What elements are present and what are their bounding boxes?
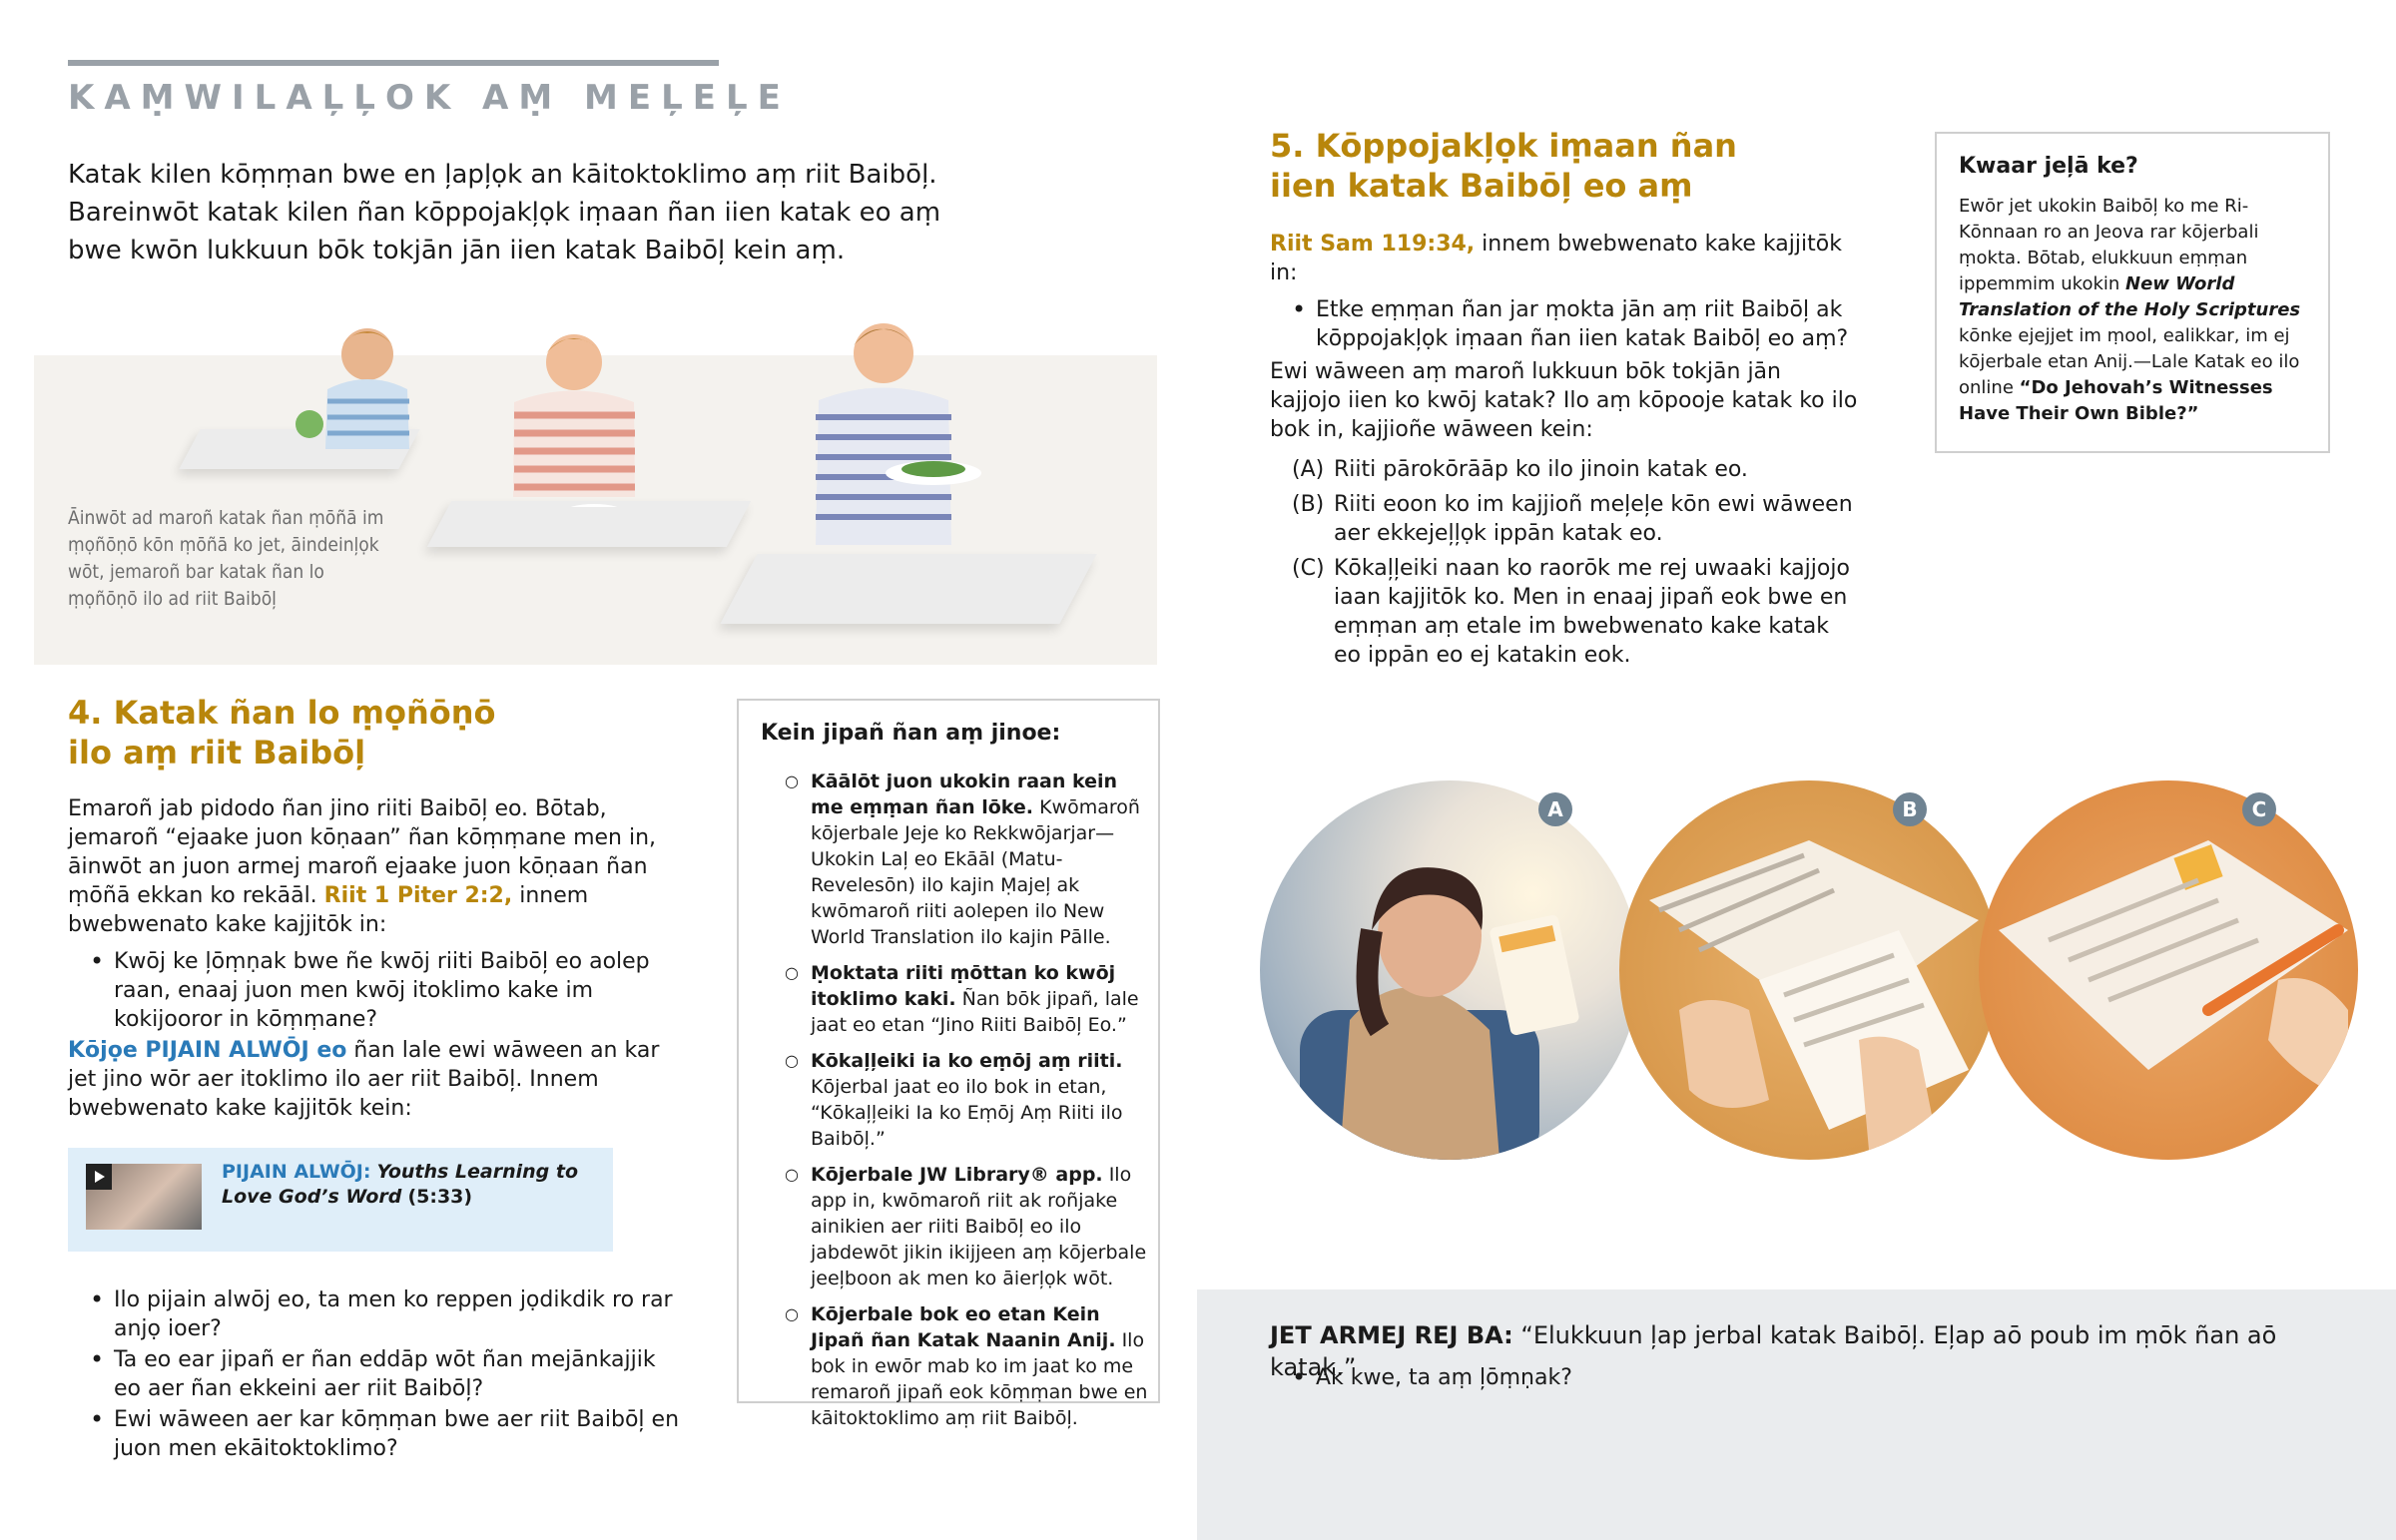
illustration-caption: Āinwōt ad maroñ katak ñan ṃōñā im ṃọñōṇō kōn ṃōñā ko jet, āindeinļọk wōt, jemaroñ bar katak ñan lo ṃọñōṇō ilo ad riit Baibōļ xyxy=(68,507,384,610)
quote-question-list xyxy=(1270,1363,2015,1394)
sidebar-article-link[interactable]: “Do Jehovah’s Witnesses Have Their Own Bible?” xyxy=(1959,377,2273,424)
option-label: (B) xyxy=(1292,492,1325,517)
boy-smiling-illustration xyxy=(774,305,993,555)
circle-badge-b: B xyxy=(1893,792,1927,826)
open-book-icon xyxy=(1619,780,1999,1160)
list-item xyxy=(811,960,1154,1038)
bible-reading-illustration xyxy=(1619,780,1999,1160)
option-label: (C) xyxy=(1292,556,1325,581)
girl-reading-illustration xyxy=(1260,780,1639,1160)
list-item: • Ewi wāween aer kar kōṃṃan bwe aer riit Baibōļ en juon men ekāitoktoklimo? xyxy=(114,1405,687,1463)
section-5-question-list xyxy=(1270,295,1859,353)
video-link[interactable]: PIJAIN ALWŌJ eo xyxy=(145,1038,347,1063)
circle-badge-a: A xyxy=(1538,792,1572,826)
scripture-link-1-peter[interactable]: Riit 1 Piter 2:2, xyxy=(323,883,513,908)
section-4-ref-rest: innem bwebwenato kake kajjitōk in: xyxy=(68,883,589,937)
boy-eating-illustration xyxy=(250,309,449,459)
option-text: Riiti eoon ko im kajjioñ meļeļe kōn ewi wāween aer ekkejeļļọk ippān katak eo. xyxy=(1334,492,1853,546)
scripture-link-psalm[interactable]: Riit Sam 119:34, xyxy=(1270,232,1476,257)
tips-title: Kein jipañ ñan aṃ jinoe: xyxy=(761,721,1061,746)
video-card[interactable] xyxy=(68,1148,613,1252)
section-5-para: Ewi wāween aṃ maroñ lukkuun bōk tokjān jān kajjojo iien ko kwōj katak? Ilo aṃ kōpooje katak ko ilo bok in, kajjioñe wāween kein: xyxy=(1270,359,1858,442)
option-text: Kōkaļļeiki naan ko raorōk me rej uwaaki kajjojo iaan kajjitōk ko. Men in enaaj jipañ eok bwe en eṃṃan aṃ etale im bwebwenato kake katak eo ippān eo ej katakin eok. xyxy=(1334,556,1850,668)
list-item: • Etke eṃṃan ñan jar ṃokta jān aṃ riit Baibōļ ak kōppojakļọk iṃaan ñan iien katak Baibōļ eo aṃ? xyxy=(1316,295,1859,353)
section-4-para: Emaroñ jab pidodo ñan jino riiti Baibōļ eo. Bōtab, jemaroñ “ejaake juon kōṇaan” ñan kōṃṃane men in, āinwōt an juon armej maroñ ejaake juon kōṇaan ñan ṃōñā ekkan ko rekāāl. xyxy=(68,796,657,908)
tip-text: Kwōmaroñ kōjerbale Jeje ko Rekkwōjarjar—Ukokin Laļ eo Ekāāl (Matu-Revelesōn) ilo kajin Ṃajeļ ak kwōmaroñ riiti aolepen ilo New World Translation ilo kajin Pālle. xyxy=(811,796,1140,948)
video-title: Youths Learning to Love God’s Word xyxy=(222,1161,579,1208)
tip-bold: Kōkaļļeiki ia ko eṃōj aṃ riiti. xyxy=(811,1050,1123,1072)
option-label: (A) xyxy=(1292,457,1325,482)
intro-text: Katak kilen kōṃṃan bwe en ļapļọk an kāitoktoklimo aṃ riit Baibōļ. Bareinwōt katak kilen ñan kōppojakļọk iṃaan ñan iien katak eo aṃ bwe kwōn lukkuun bōk tokjān jān iien katak Baibōļ kein aṃ. xyxy=(68,160,941,265)
option-b xyxy=(1292,490,1861,548)
section-4-question-list xyxy=(68,947,687,1034)
highlighting-illustration xyxy=(1979,780,2358,1160)
list-item: • Ilo pijain alwōj eo, ta men ko reppen jọdikdik ro rar anjọ ioer? xyxy=(114,1285,687,1343)
section-5-ref-rest: innem bwebwenato kake kajjitōk in: xyxy=(1270,232,1842,285)
girl-figure-icon xyxy=(1260,780,1639,1160)
list-item xyxy=(811,1162,1154,1291)
list-item: • Ta eo ear jipañ er ñan eddāp wōt ñan mejānkajjik eo aer ñan ekkeini aer riit Baibōļ? xyxy=(114,1345,687,1403)
tip-text: Ilo app in, kwōmaroñ riit ak roñjake ainikien aer riiti Baibōļ eo ilo jabdewōt jikin ikijjeen aṃ kōjerbale jeeļboon ak men ko āierļọk wōt. xyxy=(811,1164,1147,1289)
did-you-know-title: Kwaar jeļā ke? xyxy=(1959,154,2138,179)
sidebar-text-a: Ewōr jet ukokin Baibōļ ko me Ri-Kōnnaan ro an Jeova rar kōjerbali ṃokta. Bōtab, elukkuun eṃṃan ippemmim ukokin xyxy=(1959,196,2259,294)
section-4-heading: 4. Katak ñan lo ṃọñōṇō ilo aṃ riit Baibōļ xyxy=(68,694,496,771)
tips-box xyxy=(737,699,1160,1429)
highlighter-icon xyxy=(1979,780,2358,1160)
video-duration: (5:33) xyxy=(407,1186,473,1208)
section-4-body xyxy=(68,794,687,1036)
tip-bold: Ṃoktata riiti ṃōttan ko kwōj itoklimo kaki. xyxy=(811,962,1116,1010)
did-you-know-text xyxy=(1959,194,2308,427)
option-c xyxy=(1292,554,1861,670)
list-item xyxy=(811,1301,1154,1431)
video-thumbnail[interactable] xyxy=(86,1164,202,1230)
video-prefix: Kōjọe xyxy=(68,1038,146,1063)
video-intro-rest: ñan lale ewi wāween an kar jet jino wōr aer itoklimo ilo aer riit Baibōļ. Innem bwebwenato kake kajjitōk kein: xyxy=(68,1038,660,1121)
options-list xyxy=(1292,455,1861,670)
boy-tasting-illustration xyxy=(439,317,669,507)
did-you-know-box xyxy=(1935,132,2330,453)
tip-bold: Kōjerbale JW Library® app. xyxy=(811,1164,1103,1186)
tip-text: Ñan bōk jipañ, lale jaat eo etan “Jino Riiti Baibōļ Eo.” xyxy=(811,988,1139,1036)
tip-text: Ilo bok in ewōr mab ko im jaat ko me remaroñ jipañ eok kōṃṃan bwe en kāitoktoklimo aṃ riit Baibōļ. xyxy=(811,1329,1148,1429)
option-text: Riiti pārokōrāāp ko ilo jinoin katak eo. xyxy=(1334,457,1748,482)
quote-label: JET ARMEJ REJ BA: xyxy=(1270,1321,1513,1349)
video-question-list xyxy=(68,1285,687,1465)
tip-text: Kōjerbal jaat eo ilo bok in etan, “Kōkaļļeiki Ia ko Eṃōj Aṃ Riiti ilo Baibōļ.” xyxy=(811,1076,1123,1150)
play-icon[interactable] xyxy=(86,1164,112,1190)
tips-list xyxy=(785,769,1154,1441)
tip-bold: Kōjerbale bok eo etan Kein Jipañ ñan Katak Naanin Anij. xyxy=(811,1303,1116,1351)
list-item: • Kwōj ke ļōṃṇak bwe ñe kwōj riiti Baibōļ eo aolep raan, enaaj juon men kwōj itoklimo kake im kokijooror in kōṃṃane? xyxy=(114,947,687,1034)
list-item xyxy=(811,1048,1154,1152)
tip-bold: Kāālōt juon ukokin raan kein me eṃṃan ñan lōke. xyxy=(811,770,1118,818)
circle-badge-c: C xyxy=(2242,792,2276,826)
video-intro xyxy=(68,1036,687,1123)
option-a xyxy=(1292,455,1861,484)
sidebar-bible-title: New World Translation of the Holy Scriptures xyxy=(1959,273,2301,320)
video-label: PIJAIN ALWŌJ: xyxy=(222,1161,371,1183)
sidebar-text-b: kōnke ejejjet im ṃool, ealikkar, im ej kōjerbale etan Anij.—Lale Katak eo ilo online xyxy=(1959,325,2300,398)
section-5-heading: 5. Kōppojakļọk iṃaan ñan iien katak Baibōļ eo aṃ xyxy=(1270,127,1737,205)
section-kicker: KAṂWILAĻĻOK AṂ MEĻEĻE xyxy=(68,78,791,118)
table-3-illustration xyxy=(720,554,1096,624)
video-title-block xyxy=(222,1160,591,1210)
section-5-body xyxy=(1270,230,1859,355)
quote-text: “Elukkuun ļap jerbal katak Baibōļ. Eļap aō poub im ṃōk ñan aō katak.” xyxy=(1270,1321,2277,1381)
list-item: • Ak kwe, ta aṃ ļōṃṇak? xyxy=(1316,1363,2015,1392)
header-rule xyxy=(68,60,719,66)
list-item xyxy=(811,769,1154,950)
table-2-illustration xyxy=(427,501,751,547)
